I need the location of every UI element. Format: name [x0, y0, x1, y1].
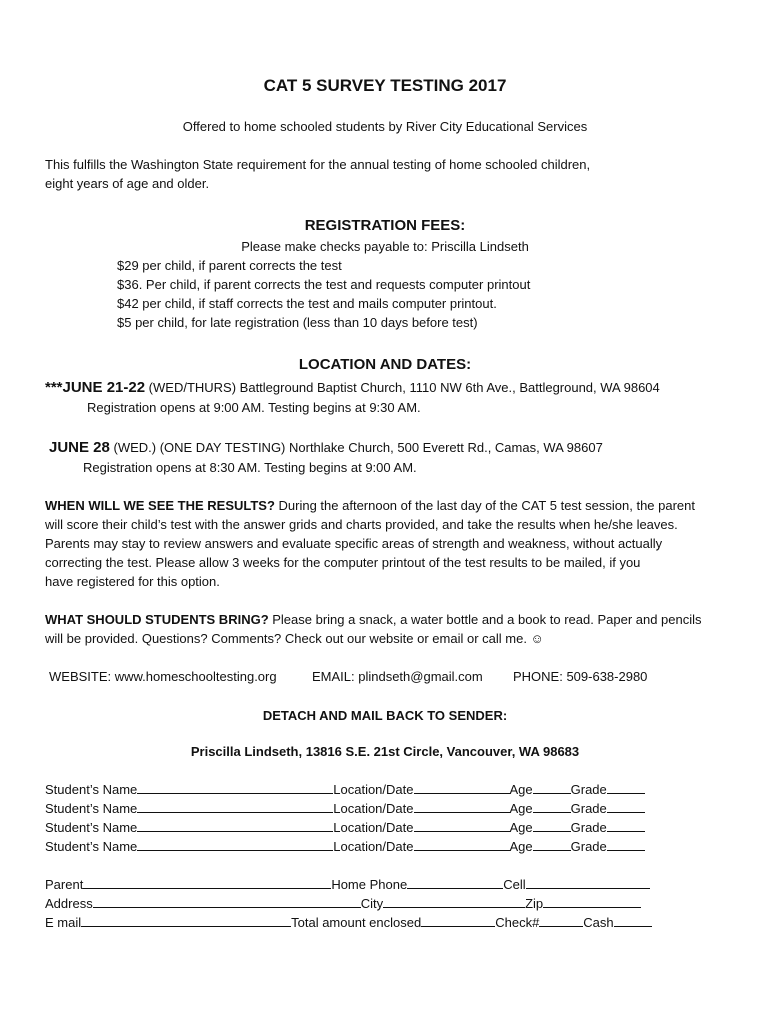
detach-instruction: DETACH AND MAIL BACK TO SENDER: — [262, 708, 508, 723]
email-label: E mail — [45, 915, 82, 930]
age-field[interactable] — [533, 799, 571, 813]
results-text: have registered for this option. — [45, 574, 220, 589]
grade-field[interactable] — [607, 799, 645, 813]
age-label: Age — [509, 820, 533, 835]
june-28-session — [49, 438, 603, 457]
location-date-field[interactable] — [414, 799, 510, 813]
location-dates-heading: LOCATION AND DATES: — [298, 356, 472, 373]
student-name-field[interactable] — [137, 818, 333, 832]
student-name-label: Student’s Name — [45, 839, 138, 854]
june-28-detail: (WED.) (ONE DAY TESTING) Northlake Church, 500 Everett Rd., Camas, WA 98607 — [109, 440, 603, 455]
fee-item: $5 per child, for late registration (less than 10 days before test) — [117, 315, 478, 330]
address-label: Address — [45, 896, 93, 911]
phone-text: PHONE: 509-638-2980 — [513, 669, 648, 684]
student-row — [45, 818, 645, 837]
bring-text: will be provided. Questions? Comments? Check out our website or email or call me. ☺ — [45, 631, 544, 646]
location-date-field[interactable] — [414, 837, 510, 851]
age-field[interactable] — [533, 837, 571, 851]
student-row — [45, 799, 645, 818]
mailing-address: Priscilla Lindseth, 13816 S.E. 21st Circle, Vancouver, WA 98683 — [190, 744, 580, 759]
age-field[interactable] — [533, 818, 571, 832]
cell-label: Cell — [503, 877, 526, 892]
cash-field[interactable] — [614, 913, 652, 927]
subtitle: Offered to home schooled students by River City Educational Services — [182, 119, 588, 134]
website-text: WEBSITE: www.homeschooltesting.org — [49, 669, 277, 684]
email-field[interactable] — [81, 913, 291, 927]
city-label: City — [360, 896, 384, 911]
student-name-field[interactable] — [137, 780, 333, 794]
results-text: During the afternoon of the last day of the CAT 5 test session, the parent — [274, 498, 696, 513]
parent-field[interactable] — [83, 875, 331, 889]
bring-text: Please bring a snack, a water bottle and a book to read. Paper and pencils — [268, 612, 702, 627]
check-number-label: Check# — [495, 915, 540, 930]
payable-to-text: Please make checks payable to: Priscilla Lindseth — [241, 239, 529, 254]
zip-label: Zip — [525, 896, 544, 911]
check-number-field[interactable] — [539, 913, 583, 927]
results-label: WHEN WILL WE SEE THE RESULTS? — [45, 498, 275, 513]
results-text: Parents may stay to review answers and evaluate specific areas of strength and weakness, without actually — [45, 536, 663, 551]
page-title: CAT 5 SURVEY TESTING 2017 — [263, 76, 507, 95]
email-text: EMAIL: plindseth@gmail.com — [312, 669, 483, 684]
parent-label: Parent — [45, 877, 84, 892]
fee-item: $36. Per child, if parent corrects the test and requests computer printout — [117, 277, 531, 292]
june-21-date: ***JUNE 21-22 — [45, 379, 146, 396]
location-date-label: Location/Date — [333, 782, 414, 797]
intro-text-line-2: eight years of age and older. — [45, 176, 210, 191]
grade-label: Grade — [570, 839, 607, 854]
location-date-label: Location/Date — [333, 801, 414, 816]
city-field[interactable] — [383, 894, 525, 908]
june-28-times: Registration opens at 8:30 AM. Testing begins at 9:00 AM. — [83, 460, 417, 475]
fee-item: $42 per child, if staff corrects the test and mails computer printout. — [117, 296, 497, 311]
results-paragraph — [45, 496, 735, 591]
parent-row — [45, 875, 650, 894]
student-row — [45, 780, 645, 799]
address-row — [45, 894, 641, 913]
home-phone-field[interactable] — [407, 875, 503, 889]
grade-label: Grade — [570, 782, 607, 797]
age-label: Age — [509, 801, 533, 816]
location-date-field[interactable] — [414, 818, 510, 832]
age-label: Age — [509, 782, 533, 797]
student-name-label: Student’s Name — [45, 782, 138, 797]
results-text: will score their child’s test with the answer grids and charts provided, and take the results when he/she leaves. — [45, 517, 678, 532]
student-name-label: Student’s Name — [45, 820, 138, 835]
location-date-label: Location/Date — [333, 820, 414, 835]
grade-field[interactable] — [607, 780, 645, 794]
grade-label: Grade — [570, 801, 607, 816]
location-date-label: Location/Date — [333, 839, 414, 854]
payment-row — [45, 913, 652, 932]
cell-field[interactable] — [526, 875, 650, 889]
student-name-label: Student’s Name — [45, 801, 138, 816]
fee-item: $29 per child, if parent corrects the test — [117, 258, 342, 273]
grade-field[interactable] — [607, 818, 645, 832]
cash-label: Cash — [583, 915, 614, 930]
zip-field[interactable] — [543, 894, 641, 908]
bring-paragraph — [45, 610, 735, 648]
home-phone-label: Home Phone — [331, 877, 408, 892]
results-text: correcting the test. Please allow 3 weeks for the computer printout of the test results to be mailed, if you — [45, 555, 641, 570]
total-amount-label: Total amount enclosed — [291, 915, 422, 930]
june-21-session — [45, 378, 660, 397]
address-field[interactable] — [93, 894, 361, 908]
intro-text-line-1: This fulfills the Washington State requirement for the annual testing of home schooled children, — [45, 157, 591, 172]
registration-fees-heading: REGISTRATION FEES: — [304, 217, 466, 234]
june-21-times: Registration opens at 9:00 AM. Testing begins at 9:30 AM. — [87, 400, 421, 415]
student-name-field[interactable] — [137, 799, 333, 813]
location-date-field[interactable] — [414, 780, 510, 794]
bring-label: WHAT SHOULD STUDENTS BRING? — [45, 612, 269, 627]
june-28-date: JUNE 28 — [49, 439, 110, 456]
grade-label: Grade — [570, 820, 607, 835]
total-amount-field[interactable] — [421, 913, 495, 927]
age-field[interactable] — [533, 780, 571, 794]
june-21-detail: (WED/THURS) Battleground Baptist Church, 1110 NW 6th Ave., Battleground, WA 98604 — [145, 380, 660, 395]
age-label: Age — [509, 839, 533, 854]
student-name-field[interactable] — [137, 837, 333, 851]
student-row — [45, 837, 645, 856]
grade-field[interactable] — [607, 837, 645, 851]
